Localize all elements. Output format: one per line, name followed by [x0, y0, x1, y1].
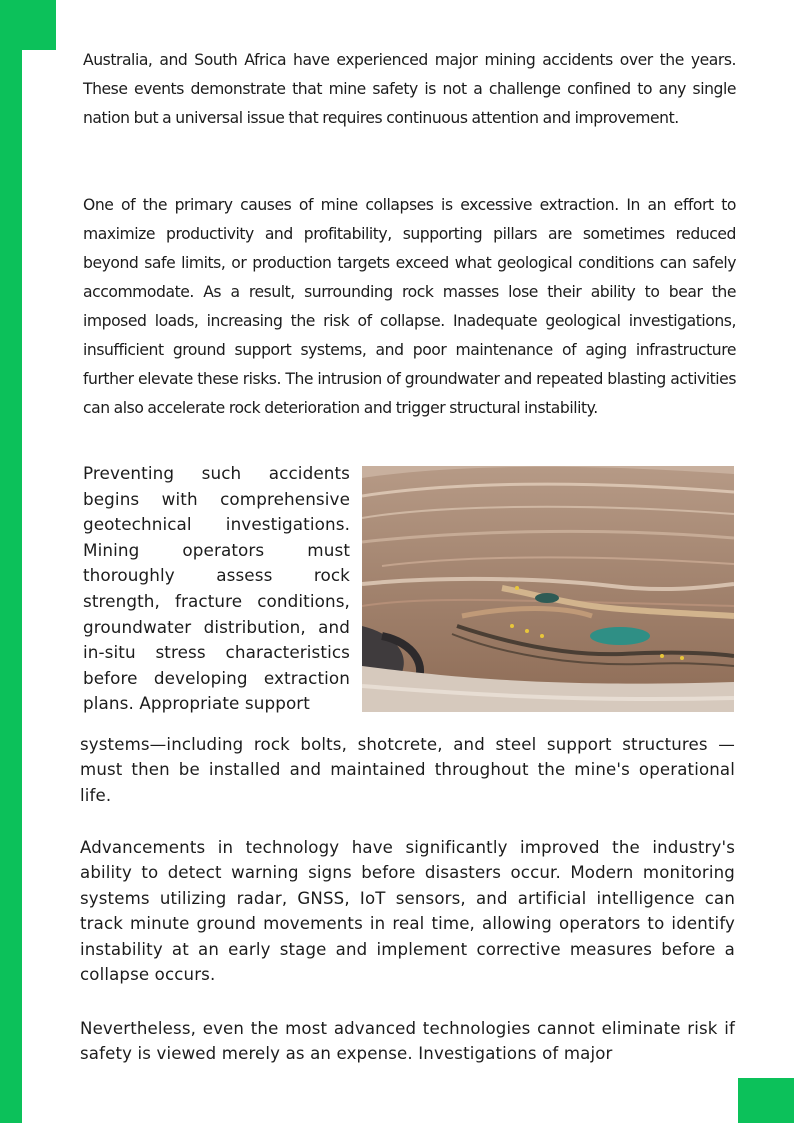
paragraph-prevention: Preventing such accidents begins with comprehensive geotechnical investigations. Mining operators must thoroughly assess rock strength, fracture conditions, groundwater distribution, and in-situ stress characteristics before developing extraction plans. Appropriate support: [83, 463, 350, 714]
accent-bar-left: [0, 50, 22, 1123]
paragraph-technology: Advancements in technology have significantly improved the industry's ability to detect warning signs before disasters occur. Modern monitoring systems utilizing radar, GNSS, IoT sensors, and artificial intelligence can track minute ground movements in real time, allowing operators to identify instability at an early stage and implement corrective measures before a collapse occurs.: [80, 838, 735, 985]
paragraph-nevertheless: Nevertheless, even the most advanced technologies cannot eliminate risk if safety is viewed merely as an expense. Investigations of major: [80, 1019, 735, 1064]
open-pit-mine-photo: [362, 466, 734, 712]
paragraph-intro: Australia, and South Africa have experienced major mining accidents over the years. These events demonstrate that mine safety is not a challenge confined to any single nation but a universal issue that requires continuous attention and improvement.: [83, 51, 736, 127]
paragraph-causes: One of the primary causes of mine collapses is excessive extraction. In an effort to maximize productivity and profitability, supporting pillars are sometimes reduced beyond safe limits, or production targets exceed what geological conditions can safely accommodate. As a result, surrounding rock masses lose their ability to bear the imposed loads, increasing the risk of collapse. Inadequate geological investigations, insufficient ground support systems, and poor maintenance of aging infrastructure further elevate these risks. The intrusion of groundwater and repeated blasting activities can also accelerate rock deterioration and trigger structural instability.: [83, 196, 736, 417]
accent-square-bottom-right: [738, 1078, 794, 1123]
paragraph-prevention-continued: systems—including rock bolts, shotcrete, and steel support structures —must then be installed and maintained throughout the mine's operational life.: [80, 735, 735, 805]
accent-tab-top: [0, 0, 56, 50]
